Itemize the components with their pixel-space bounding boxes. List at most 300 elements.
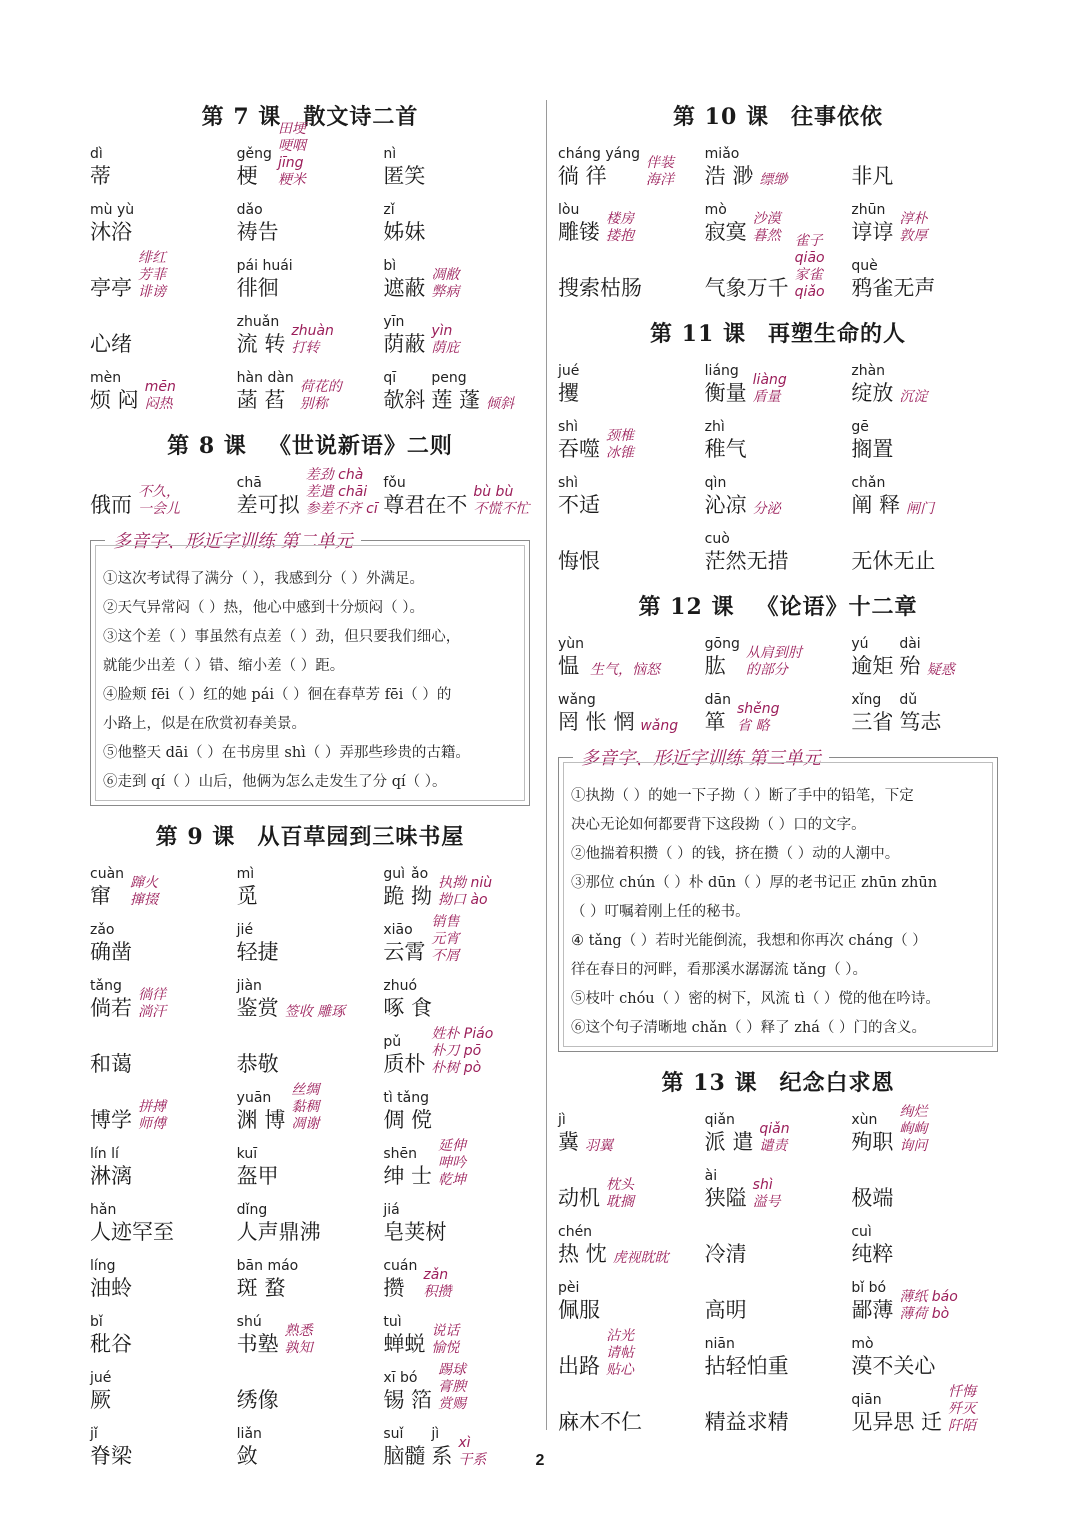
- vocab-word: [383, 1090, 432, 1133]
- vocab-cell: [851, 531, 998, 582]
- vocab-grid: [90, 467, 530, 526]
- vocab-cell: [705, 531, 852, 582]
- vocab-cell: [90, 1202, 237, 1253]
- handwritten-note: 姓朴 Piáo 朴刀 pō 朴树 pò: [431, 1026, 494, 1076]
- handwritten-note: zhuàn 打转: [291, 323, 334, 356]
- vocab-word: [383, 314, 425, 357]
- vocab-word: [237, 370, 294, 413]
- hanzi: 派 遣: [704, 1130, 754, 1154]
- vocab-cell: [90, 1090, 237, 1141]
- hanzi: 衡量: [704, 381, 747, 405]
- vocab-word: [851, 636, 893, 679]
- handwritten-note: 蹿火 撺掇: [130, 875, 159, 908]
- handwritten-note: 不久， 一会儿: [138, 484, 180, 517]
- vocab-cell: [237, 467, 384, 526]
- vocab-cell: [851, 202, 998, 253]
- vocab-cell: [851, 1336, 998, 1387]
- vocab-word: [558, 363, 579, 406]
- vocab-word: [851, 202, 893, 245]
- pinyin: pái huái: [236, 258, 293, 274]
- pinyin: hǎn: [90, 1202, 117, 1218]
- vocab-word: [237, 202, 279, 245]
- vocab-word: [90, 1314, 132, 1357]
- handwritten-note: 丝绸 黏稠 凋谢: [291, 1082, 320, 1132]
- pinyin: dì: [90, 146, 103, 162]
- vocab-cell: [851, 1384, 998, 1443]
- vocab-grid: [558, 631, 998, 743]
- hanzi: 气象万千: [704, 276, 789, 300]
- vocab-cell: [90, 146, 237, 197]
- hanzi: 莲 蓬: [431, 388, 481, 412]
- vocab-cell: [705, 1224, 852, 1275]
- pinyin: [90, 475, 132, 492]
- hanzi: 绣像: [236, 1388, 279, 1412]
- vocab-cell: [705, 1392, 852, 1443]
- vocab-cell: [383, 475, 530, 526]
- pinyin: ài: [704, 1168, 718, 1184]
- hanzi: 无休无止: [851, 549, 936, 573]
- vocab-cell: [237, 978, 384, 1029]
- hanzi: 殉职: [851, 1130, 894, 1154]
- vocab-cell: [383, 1362, 530, 1421]
- hanzi: 荫蔽: [383, 332, 426, 356]
- exercise-line: ②他揣着积攒（ ）的钱，挤在攒（ ）动的人潮中。: [571, 846, 900, 862]
- hanzi: 鸦雀无声: [851, 276, 936, 300]
- vocab-word: [851, 692, 893, 735]
- vocab-cell: [705, 1168, 852, 1219]
- vocab-cell: [851, 258, 998, 309]
- hanzi: 不适: [558, 493, 600, 517]
- vocab-cell: [90, 1370, 237, 1421]
- hanzi: 匿笑: [383, 164, 426, 188]
- vocab-word: [383, 1034, 425, 1077]
- hanzi: 纯粹: [851, 1242, 894, 1266]
- vocab-word: [237, 1258, 299, 1301]
- handwritten-note: 说话 愉悦: [431, 1323, 460, 1356]
- vocab-row: [558, 1163, 998, 1219]
- handwritten-note: 田埂 哽咽 jīng 粳米: [277, 121, 306, 188]
- handwritten-note: 楼房 搂抱: [606, 211, 634, 244]
- vocab-word: [705, 363, 747, 406]
- vocab-word: [90, 314, 132, 357]
- hanzi: 厥: [90, 1388, 111, 1412]
- hanzi: 动机: [558, 1186, 600, 1210]
- hanzi: 稚气: [704, 437, 747, 461]
- pinyin: cuàn: [90, 866, 125, 882]
- handwritten-note: 雀子 qiāo 家雀 qiǎo: [794, 233, 825, 300]
- vocab-row: [90, 1138, 530, 1197]
- vocab-word: [558, 1168, 600, 1211]
- exercise-line: （ ）叮嘱着刚上任的秘书。: [571, 904, 750, 920]
- pinyin: tǎng: [90, 978, 122, 994]
- pinyin: [558, 1168, 600, 1185]
- pinyin: dǔ: [899, 692, 918, 708]
- exercise-line: ②天气异常闷（ ）热，他心中感到十分烦闷（ ）。: [103, 600, 424, 616]
- pinyin: zǐ: [383, 202, 395, 218]
- vocab-cell: [558, 1168, 705, 1219]
- vocab-row: [558, 141, 998, 197]
- vocab-cell: [558, 475, 705, 526]
- handwritten-note: 倾斜: [486, 396, 515, 412]
- vocab-row: [90, 467, 530, 526]
- pinyin: qiǎn: [704, 1112, 735, 1128]
- vocab-cell: [90, 1034, 237, 1085]
- vocab-row: [558, 1219, 998, 1275]
- pinyin: mù yù: [90, 202, 135, 218]
- vocab-word: [90, 1202, 174, 1245]
- exercise-box-unit3: [558, 748, 998, 1052]
- pinyin: liáng: [704, 363, 739, 379]
- vocab-grid: [558, 1104, 998, 1443]
- vocab-cell: [90, 314, 237, 365]
- vocab-cell: [90, 475, 237, 526]
- pinyin: [558, 1336, 600, 1353]
- vocab-word: [558, 1280, 600, 1323]
- vocab-grid: [558, 141, 998, 309]
- vocab-cell: [237, 121, 384, 197]
- vocab-row: [90, 309, 530, 365]
- vocab-word: [851, 1168, 893, 1211]
- hanzi: 确凿: [90, 940, 132, 964]
- vocab-cell: [383, 1314, 530, 1365]
- hanzi: 精益求精: [704, 1410, 789, 1434]
- hanzi: 恭敬: [236, 1052, 279, 1076]
- vocab-cell: [237, 1146, 384, 1197]
- handwritten-note: shěng 省 略: [737, 701, 780, 734]
- vocab-word: [558, 1112, 579, 1155]
- handwritten-note: mēn 闷热: [144, 379, 176, 412]
- pinyin: niān: [704, 1336, 735, 1352]
- hanzi: 麻木不仁: [558, 1410, 642, 1434]
- handwritten-note: liàng 盾量: [752, 372, 787, 405]
- lesson-number: 第 7 课: [201, 104, 282, 130]
- vocab-cell: [705, 1336, 852, 1387]
- vocab-cell: [705, 1112, 852, 1163]
- vocab-cell: [705, 475, 852, 526]
- hanzi: 茫然无措: [704, 549, 789, 573]
- vocab-word: [383, 370, 425, 413]
- pinyin: pǔ: [383, 1034, 402, 1050]
- vocab-word: [90, 922, 132, 965]
- hanzi: 愠: [558, 654, 579, 678]
- vocab-row: [90, 973, 530, 1029]
- vocab-word: [899, 692, 941, 735]
- handwritten-note: 薄纸 báo 薄荷 bò: [899, 1289, 958, 1322]
- pinyin: cuò: [704, 531, 730, 547]
- vocab-cell: [237, 258, 384, 309]
- handwritten-note: shì 溢号: [752, 1177, 781, 1210]
- vocab-cell: [237, 1314, 384, 1365]
- handwritten-note: 沙漠 暮然: [752, 211, 781, 244]
- hanzi: 沁凉: [704, 493, 747, 517]
- hanzi: 搜索枯肠: [558, 276, 642, 300]
- exercise-line: ⑤枝叶 chóu（ ）密的树下，风流 tì（ ）傥的他在吟诗。: [571, 991, 940, 1007]
- pinyin: xǐng: [851, 692, 882, 708]
- lesson-title: [558, 1066, 998, 1097]
- exercise-line: ⑥走到 qí（ ）山后，他俩为怎么走发生了分 qí（ ）。: [103, 774, 447, 790]
- vocab-cell: [90, 978, 237, 1029]
- vocab-word: [90, 1258, 132, 1301]
- pinyin: shì: [558, 419, 579, 435]
- hanzi: 绽放: [851, 381, 894, 405]
- vocab-cell: [237, 1082, 384, 1141]
- vocab-row: [558, 470, 998, 526]
- pinyin: [851, 531, 935, 548]
- hanzi: 窜: [90, 884, 111, 908]
- vocab-cell: [558, 1392, 705, 1443]
- exercise-line: 就能少出差（ ）错、缩小差（ ）距。: [103, 658, 345, 674]
- pinyin: liǎn: [236, 1426, 262, 1442]
- right-column: [558, 92, 998, 1443]
- pinyin: mèn: [90, 370, 122, 386]
- pinyin: lín lí: [90, 1146, 119, 1162]
- pinyin: dǎo: [236, 202, 263, 218]
- pinyin: xī bó: [383, 1370, 418, 1386]
- exercise-line: 小路上，似是在欣赏初春美景。: [103, 716, 306, 732]
- pinyin: dǐng: [236, 1202, 268, 1218]
- exercise-line: ⑤他整天 dāi（ ）在书房里 shì（ ）弄那些珍贵的古籍。: [103, 745, 470, 761]
- vocab-grid: [90, 121, 530, 421]
- vocab-row: [90, 1026, 530, 1085]
- vocab-cell: [90, 250, 237, 309]
- vocab-word: [705, 692, 731, 735]
- exercise-line: ④脸颊 fēi（ ）红的她 pái（ ）徊在春草芳 fēi（ ）的: [103, 687, 452, 703]
- pinyin: zhuǎn: [236, 314, 280, 330]
- left-column: [90, 92, 530, 1477]
- exercise-line: ③那位 chún（ ）朴 dūn（ ）厚的老书记正 zhūn zhūn: [571, 875, 938, 891]
- pinyin: gē: [851, 419, 869, 435]
- vocab-word: [383, 202, 425, 245]
- hanzi: 欹斜: [383, 388, 426, 412]
- vocab-cell: [705, 363, 852, 414]
- pinyin: miǎo: [704, 146, 740, 162]
- hanzi: 云霄: [383, 940, 426, 964]
- handwritten-note: 绚烂 峋峋 询问: [899, 1104, 928, 1154]
- pinyin: mò: [851, 1336, 874, 1352]
- hanzi: 罔 怅 惘: [558, 710, 635, 734]
- handwritten-note: 颈椎 冰锥: [606, 428, 634, 461]
- hanzi: 狭隘: [704, 1186, 747, 1210]
- vocab-cell: [558, 1328, 705, 1387]
- hanzi: 书塾: [236, 1332, 279, 1356]
- vocab-cell: [383, 146, 530, 197]
- hanzi: 阐 释: [851, 493, 901, 517]
- pinyin: zhuó: [383, 978, 418, 994]
- handwritten-note: yìn 荫庇: [431, 323, 460, 356]
- handwritten-note: 绯红 芳菲 诽谤: [138, 250, 166, 300]
- vocab-row: [90, 1253, 530, 1309]
- vocab-word: [899, 636, 920, 679]
- pinyin: hàn dàn: [236, 370, 294, 386]
- hanzi: 笃志: [899, 710, 942, 734]
- vocab-cell: [383, 202, 530, 253]
- pinyin: [558, 531, 600, 548]
- handwritten-note: 执拗 niù 拗口 ào: [438, 875, 493, 908]
- lesson-number: 第 8 课: [167, 433, 247, 459]
- vocab-cell: [237, 1202, 384, 1253]
- vocab-word: [558, 202, 600, 245]
- pinyin: qiān: [851, 1392, 882, 1408]
- handwritten-note: 伴装 海洋: [645, 155, 674, 188]
- handwritten-note: 生气，恼怒: [590, 662, 661, 678]
- pinyin: dān: [704, 692, 732, 708]
- vocab-word: [851, 1224, 893, 1267]
- vocab-cell: [383, 866, 530, 917]
- vocab-word: [411, 866, 432, 909]
- vocab-cell: [851, 1168, 998, 1219]
- vocab-cell: [237, 370, 384, 421]
- pinyin: lòu: [558, 202, 580, 218]
- vocab-cell: [383, 370, 530, 421]
- vocab-word: [431, 370, 480, 413]
- vocab-cell: [237, 866, 384, 917]
- hanzi: 殆: [899, 654, 921, 678]
- hanzi: 人声鼎沸: [236, 1220, 321, 1244]
- vocab-word: [558, 1224, 607, 1267]
- hanzi: 三省: [851, 710, 894, 734]
- vocab-grid: [558, 358, 998, 582]
- hanzi: 肱: [704, 654, 726, 678]
- handwritten-note: xì 干系: [458, 1435, 487, 1468]
- hanzi: 攫: [558, 381, 579, 405]
- hanzi: 觅: [236, 884, 258, 908]
- lesson-title: [90, 820, 530, 851]
- vocab-cell: [558, 202, 705, 253]
- hanzi: 姊妹: [383, 220, 426, 244]
- vocab-word: [705, 1336, 789, 1379]
- hanzi: 蒂: [90, 164, 111, 188]
- pinyin: [90, 258, 132, 275]
- hanzi: 啄 食: [383, 996, 433, 1020]
- vocab-word: [237, 1202, 321, 1245]
- vocab-row: [558, 233, 998, 309]
- vocab-word: [851, 1392, 942, 1435]
- handwritten-note: 淳朴 敦厚: [899, 211, 928, 244]
- vocab-cell: [237, 314, 384, 365]
- pinyin: bān máo: [236, 1258, 299, 1274]
- handwritten-note: 虎视眈眈: [612, 1250, 669, 1266]
- pinyin: [558, 1392, 642, 1409]
- pinyin: jué: [558, 363, 580, 379]
- pinyin: qī: [383, 370, 397, 386]
- vocab-word: [851, 475, 900, 518]
- vocab-word: [558, 1336, 600, 1379]
- hanzi: 轻捷: [236, 940, 279, 964]
- vocab-word: [705, 1280, 747, 1323]
- lesson-number: 第 11 课: [650, 321, 746, 347]
- vocab-cell: [383, 1258, 530, 1309]
- vocab-cell: [705, 1280, 852, 1331]
- hanzi: 搁置: [851, 437, 894, 461]
- vocab-cell: [558, 1112, 705, 1163]
- vocab-word: [90, 146, 111, 189]
- vocab-cell: [237, 1258, 384, 1309]
- hanzi: 遮蔽: [383, 276, 426, 300]
- hanzi: 寂寞: [704, 220, 747, 244]
- pinyin: tì tǎng: [383, 1090, 430, 1106]
- pinyin: [90, 1090, 132, 1107]
- pinyin: ǎo: [411, 866, 429, 882]
- handwritten-note: 荷花的 别称: [299, 379, 342, 412]
- vocab-word: [90, 475, 132, 518]
- handwritten-note: 熟悉 孰知: [284, 1323, 313, 1356]
- vocab-word: [90, 370, 139, 413]
- vocab-row: [90, 197, 530, 253]
- vocab-cell: [383, 1090, 530, 1141]
- hanzi: 和蔼: [90, 1052, 132, 1076]
- hanzi: 高明: [704, 1298, 747, 1322]
- vocab-word: [705, 1168, 747, 1211]
- lesson-name: 往事依依: [790, 104, 883, 130]
- vocab-cell: [705, 419, 852, 470]
- vocab-word: [705, 146, 754, 189]
- vocab-word: [383, 1314, 425, 1357]
- lesson-title: [558, 590, 998, 621]
- handwritten-note: 缥缈: [759, 172, 788, 188]
- lesson-name: 《论语》十二章: [756, 594, 918, 620]
- pinyin: jì: [431, 1426, 440, 1442]
- hanzi: 悔恨: [558, 549, 600, 573]
- pinyin: líng: [90, 1258, 116, 1274]
- hanzi: 蝉蜕: [383, 1332, 426, 1356]
- lesson-title: [558, 100, 998, 131]
- vocab-cell: [237, 1370, 384, 1421]
- vocab-word: [237, 866, 258, 909]
- vocab-word: [558, 531, 600, 574]
- vocab-word: [237, 922, 279, 965]
- hanzi: 徜 徉: [558, 164, 607, 188]
- hanzi: 盔甲: [236, 1164, 279, 1188]
- handwritten-note: 拼搏 师傅: [138, 1099, 166, 1132]
- pinyin: jiá: [383, 1202, 400, 1218]
- handwritten-note: 签收 雕琢: [284, 1004, 346, 1020]
- lesson-number: 第 9 课: [155, 824, 236, 850]
- pinyin: cuì: [851, 1224, 872, 1240]
- vocab-cell: [851, 475, 998, 526]
- handwritten-note: 差劲 chà 差遣 chāi 参差不齐 cī: [305, 467, 378, 517]
- pinyin: nì: [383, 146, 397, 162]
- hanzi: 渊 博: [236, 1108, 286, 1132]
- vocab-word: [383, 922, 425, 965]
- hanzi: 烦 闷: [90, 388, 139, 412]
- vocab-cell: [383, 914, 530, 973]
- vocab-word: [90, 1370, 111, 1413]
- lesson-name: 《世说新语》二则: [268, 433, 453, 459]
- pinyin: shú: [236, 1314, 262, 1330]
- vocab-grid: [90, 861, 530, 1477]
- vocab-row: [90, 121, 530, 197]
- pinyin: cuán: [383, 1258, 418, 1274]
- pinyin: què: [851, 258, 878, 274]
- vocab-word: [558, 692, 634, 735]
- pinyin: [237, 1034, 279, 1051]
- hanzi: 菡 萏: [236, 388, 286, 412]
- handwritten-note: 闸门: [906, 501, 935, 517]
- vocab-cell: [90, 922, 237, 973]
- pinyin: kuī: [236, 1146, 258, 1162]
- vocab-cell: [558, 419, 705, 470]
- pinyin: gěng: [236, 146, 272, 162]
- hanzi: 拗: [411, 884, 432, 908]
- pinyin: gōng: [704, 636, 740, 652]
- vocab-cell: [851, 1104, 998, 1163]
- hanzi: 谆谆: [851, 220, 894, 244]
- handwritten-note: 沾光 请帖 贴心: [606, 1328, 634, 1378]
- lesson-number: 第 10 课: [673, 104, 769, 130]
- pinyin: [90, 314, 132, 331]
- vocab-cell: [383, 1202, 530, 1253]
- pinyin: chén: [558, 1224, 593, 1240]
